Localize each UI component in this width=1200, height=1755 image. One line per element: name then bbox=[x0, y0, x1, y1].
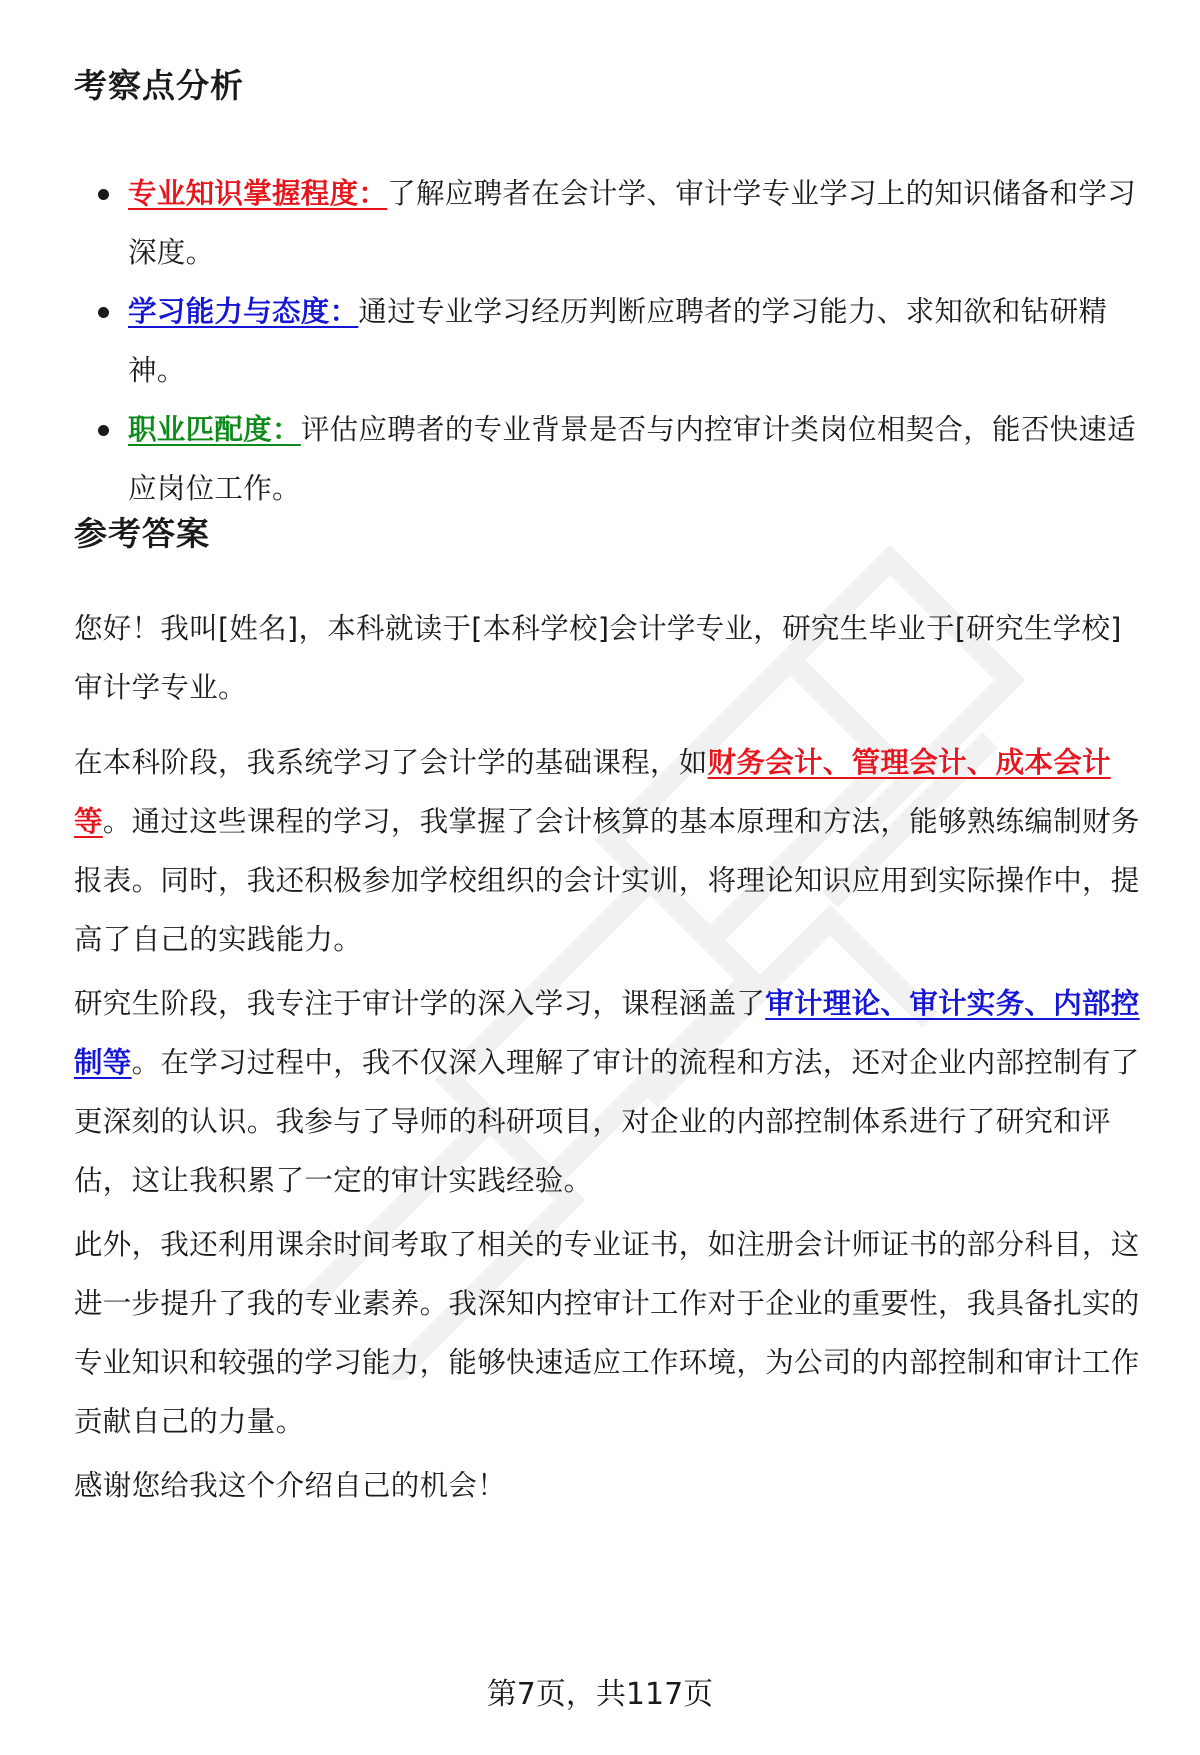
answer-paragraph-certificates: 此外，我还利用课余时间考取了相关的专业证书，如注册会计师证书的部分科目，这进一步提升了我的专业素养。我深知内控审计工作对于企业的重要性，我具备扎实的专业知识和较强的学习能力，能够快速适应工作环境，为公司的内部控制和审计工作贡献自己的力量。 bbox=[74, 1228, 1140, 1438]
page-number: 第7页，共117页 bbox=[486, 1677, 714, 1712]
highlight-courses-graduate: 审计理论、审计实务、内部控制等 bbox=[74, 987, 1140, 1079]
point-text: 了解应聘者在会计学、审计学专业学习上的知识储备和学习深度。 bbox=[128, 177, 1137, 269]
point-label: 学习能力与态度： bbox=[128, 295, 359, 328]
paragraph-text: 研究生阶段，我专注于审计学的深入学习，课程涵盖了 bbox=[74, 987, 766, 1020]
analysis-points-list bbox=[74, 164, 1148, 518]
analysis-point-fit bbox=[74, 400, 1148, 518]
analysis-heading: 考察点分析 bbox=[74, 66, 244, 105]
highlight-courses-undergrad: 财务会计、管理会计、成本会计等 bbox=[74, 746, 1111, 838]
paragraph-text: 。在学习过程中，我不仅深入理解了审计的流程和方法，还对企业内部控制有了更深刻的认识。我参与了导师的科研项目，对企业的内部控制体系进行了研究和评估，这让我积累了一定的审计实践经验。 bbox=[74, 1046, 1140, 1197]
bullet-icon bbox=[98, 307, 109, 318]
analysis-point-learning bbox=[74, 282, 1148, 400]
analysis-point-knowledge bbox=[74, 164, 1148, 282]
answer-paragraph-graduate bbox=[74, 974, 1148, 1210]
answer-paragraph-undergrad bbox=[74, 733, 1148, 969]
answer-heading: 参考答案 bbox=[74, 514, 210, 553]
answer-paragraph-intro: 您好！我叫[姓名]，本科就读于[本科学校]会计学专业，研究生毕业于[研究生学校]审计学专业。 bbox=[74, 612, 1122, 704]
point-label: 专业知识掌握程度： bbox=[128, 177, 388, 210]
bullet-icon bbox=[98, 425, 109, 436]
answer-paragraph-thanks: 感谢您给我这个介绍自己的机会！ bbox=[74, 1469, 507, 1502]
bullet-icon bbox=[98, 189, 109, 200]
point-text: 评估应聘者的专业背景是否与内控审计类岗位相契合，能否快速适应岗位工作。 bbox=[128, 413, 1137, 505]
point-text: 通过专业学习经历判断应聘者的学习能力、求知欲和钻研精神。 bbox=[128, 295, 1108, 387]
point-label: 职业匹配度： bbox=[128, 413, 301, 446]
paragraph-text: 在本科阶段，我系统学习了会计学的基础课程，如 bbox=[74, 746, 708, 779]
paragraph-text: 。通过这些课程的学习，我掌握了会计核算的基本原理和方法，能够熟练编制财务报表。同时，我还积极参加学校组织的会计实训，将理论知识应用到实际操作中，提高了自己的实践能力。 bbox=[74, 805, 1140, 956]
